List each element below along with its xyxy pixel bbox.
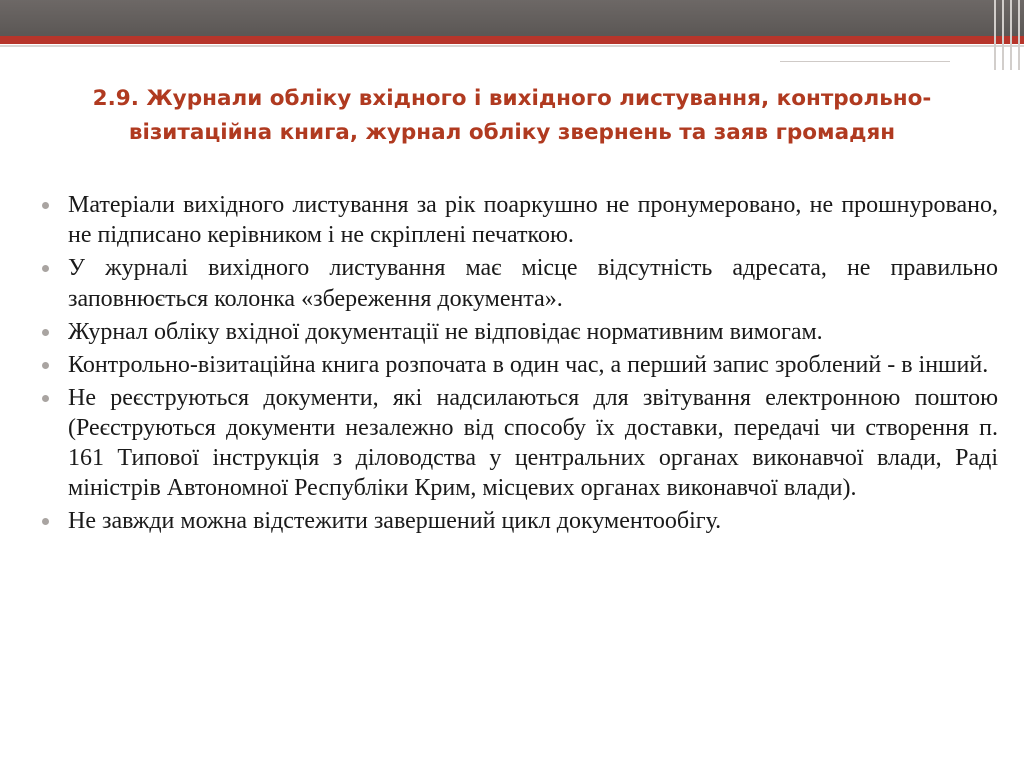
bullet-list [36, 190, 998, 539]
decorative-bars [988, 0, 1024, 70]
bullet-dot-icon [42, 329, 49, 336]
bullet-item [36, 317, 998, 347]
bullet-dot-icon [42, 265, 49, 272]
slide-title: 2.9. Журнали обліку вхідного і вихідного листування, контрольно-візитаційна книга, журнал обліку звернень та заяв громадян [92, 86, 932, 145]
bullet-text: Не завжди можна відстежити завершений цикл документообігу. [68, 508, 722, 535]
bullet-item [36, 253, 998, 314]
accent-stripe [0, 36, 1024, 44]
header-band [0, 0, 1024, 36]
bullet-item [36, 190, 998, 251]
bullet-text: Контрольно-візитаційна книга розпочата в один час, а перший запис зроблений - в інший. [68, 351, 989, 378]
bullet-text: Не реєструються документи, які надсилаються для звітування електронною поштою (Реєструються документи незалежно від способу їх доставки, передачі чи створення п. 161 Типової інструкція з діловодства у центральних органах виконавчої влади, Раді міністрів Автономної Республіки Крим, місцевих органах виконавчої влади). [68, 384, 998, 502]
bullet-text: Журнал обліку вхідної документації не відповідає нормативним вимогам. [68, 318, 823, 345]
header-divider [0, 45, 1024, 47]
bullet-item [36, 506, 998, 536]
bullet-text: У журналі вихідного листування має місце відсутність адресата, не правильно заповнюється колонка «збереження документа». [68, 255, 998, 312]
bullet-dot-icon [42, 395, 49, 402]
bullet-dot-icon [42, 518, 49, 525]
decorative-line [780, 61, 950, 62]
bullet-dot-icon [42, 202, 49, 209]
bullet-dot-icon [42, 362, 49, 369]
bullet-item [36, 383, 998, 504]
bullet-text: Матеріали вихідного листування за рік поаркушно не пронумеровано, не прошнуровано, не підписано керівником і не скріплені печаткою. [68, 192, 998, 249]
bullet-item [36, 350, 998, 380]
